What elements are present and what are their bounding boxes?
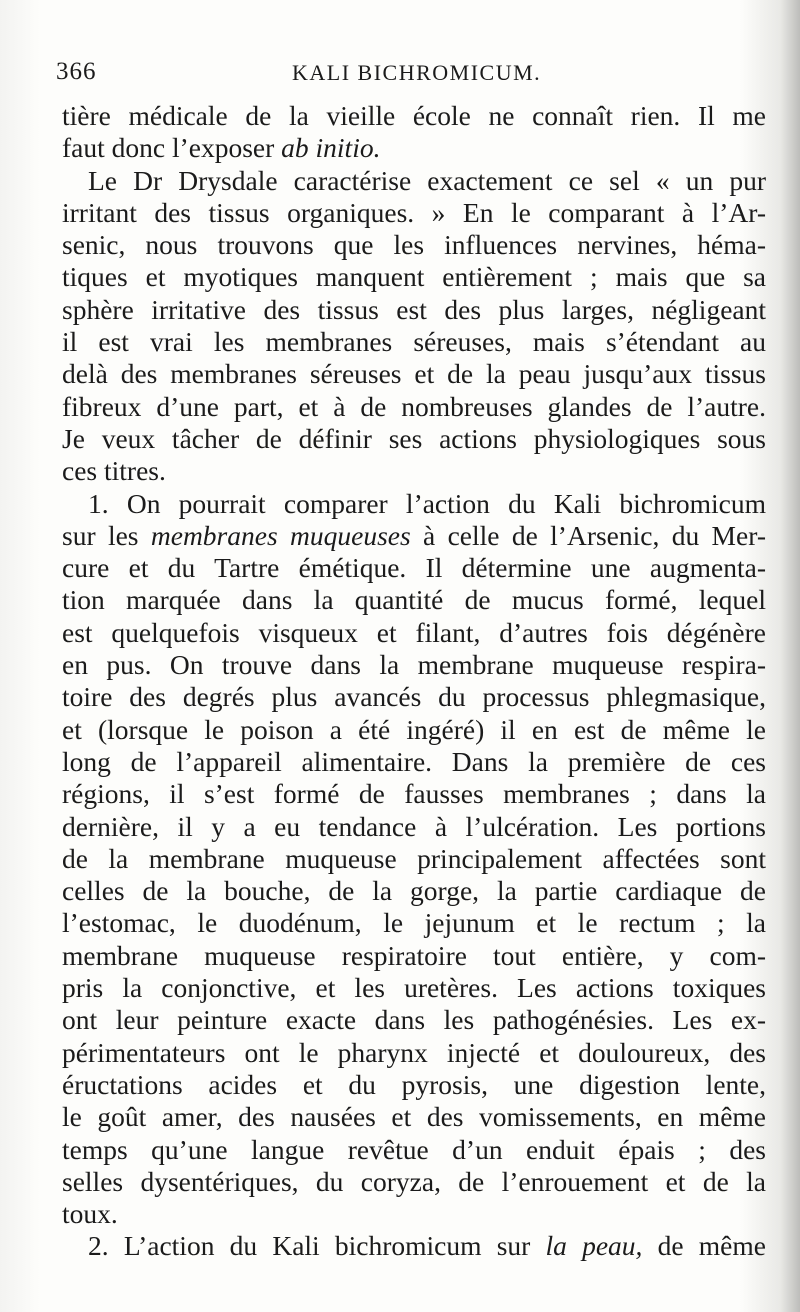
text-line: long de l’appareil alimentaire. Dans la première de ces: [62, 745, 766, 777]
italic-phrase: membranes muqueuses: [150, 519, 411, 551]
text-line: pris la conjonctive, et les uretères. Les actions toxiques: [62, 972, 766, 1004]
text-line: l’estomac, le duodénum, le jejunum et le rectum ; la: [62, 907, 766, 939]
text-line: selles dysentériques, du coryza, de l’enrouement et de la: [62, 1165, 766, 1197]
text-line: et (lorsque le poison a été ingéré) il en est de même le: [62, 713, 766, 745]
text-line: [62, 132, 766, 164]
page-number: 366: [56, 58, 97, 85]
text-segment: faut donc l’exposer: [62, 132, 282, 164]
text-segment: de même: [642, 1230, 766, 1262]
text-line: ces titres.: [62, 455, 166, 487]
text-line: senic, nous trouvons que les influences nervines, héma-: [62, 229, 766, 261]
body-text: [62, 100, 766, 1263]
text-line: 1. On pourrait comparer l’action du Kali bichromicum: [88, 487, 766, 519]
text-segment: 2. L’action du Kali bichromicum sur: [88, 1230, 546, 1262]
text-line: périmentateurs ont le pharynx injecté et douloureux, des: [62, 1036, 766, 1068]
text-line: de la membrane muqueuse principalement affectées sont: [62, 842, 766, 874]
text-line: est quelquefois visqueux et filant, d’autres fois dégénère: [62, 616, 766, 648]
text-line: [62, 520, 766, 552]
text-line: irritant des tissus organiques. » En le comparant à l’Ar-: [62, 196, 766, 228]
text-line: il est vrai les membranes séreuses, mais s’étendant au: [62, 326, 766, 358]
text-line: toire des degrés plus avancés du processus phlegmasique,: [62, 681, 766, 713]
text-line: sphère irritative des tissus est des plus larges, négligeant: [62, 293, 766, 325]
text-line: éructations acides et du pyrosis, une digestion lente,: [62, 1068, 766, 1100]
text-line: membrane muqueuse respiratoire tout entière, y com-: [62, 939, 766, 971]
text-line: [62, 1230, 766, 1262]
running-head: [56, 58, 776, 92]
text-line: toux.: [62, 1198, 118, 1230]
italic-phrase: ab initio.: [281, 132, 381, 164]
text-segment: à celle de l’Arsenic, du Mer-: [410, 519, 766, 551]
text-line: dernière, il y a eu tendance à l’ulcération. Les portions: [62, 810, 766, 842]
text-line: ont leur peinture exacte dans les pathogénésies. Les ex-: [62, 1004, 766, 1036]
text-line: Le Dr Drysdale caractérise exactement ce sel « un pur: [88, 164, 766, 196]
text-line: en pus. On trouve dans la membrane muqueuse respira-: [62, 649, 766, 681]
text-line: cure et du Tartre émétique. Il détermine une augmenta-: [62, 552, 766, 584]
text-line: tière médicale de la vieille école ne connaît rien. Il me: [62, 100, 766, 131]
text-line: fibreux d’une part, et à de nombreuses glandes de l’autre.: [62, 390, 766, 422]
text-line: temps qu’une langue revêtue d’un enduit épais ; des: [62, 1133, 766, 1165]
text-line: tiques et myotiques manquent entièrement ; mais que sa: [62, 261, 766, 293]
text-line: delà des membranes séreuses et de la peau jusqu’aux tissus: [62, 358, 766, 390]
text-line: tion marquée dans la quantité de mucus formé, lequel: [62, 584, 766, 616]
text-line: le goût amer, des nausées et des vomissements, en même: [62, 1101, 766, 1133]
text-line: celles de la bouche, de la gorge, la partie cardiaque de: [62, 875, 766, 907]
text-line: régions, il s’est formé de fausses membranes ; dans la: [62, 778, 766, 810]
text-segment: sur les: [62, 519, 151, 551]
text-line: Je veux tâcher de définir ses actions physiologiques sous: [62, 422, 766, 454]
running-title: KALI BICHROMICUM.: [292, 60, 542, 85]
italic-phrase: la peau,: [545, 1230, 643, 1262]
